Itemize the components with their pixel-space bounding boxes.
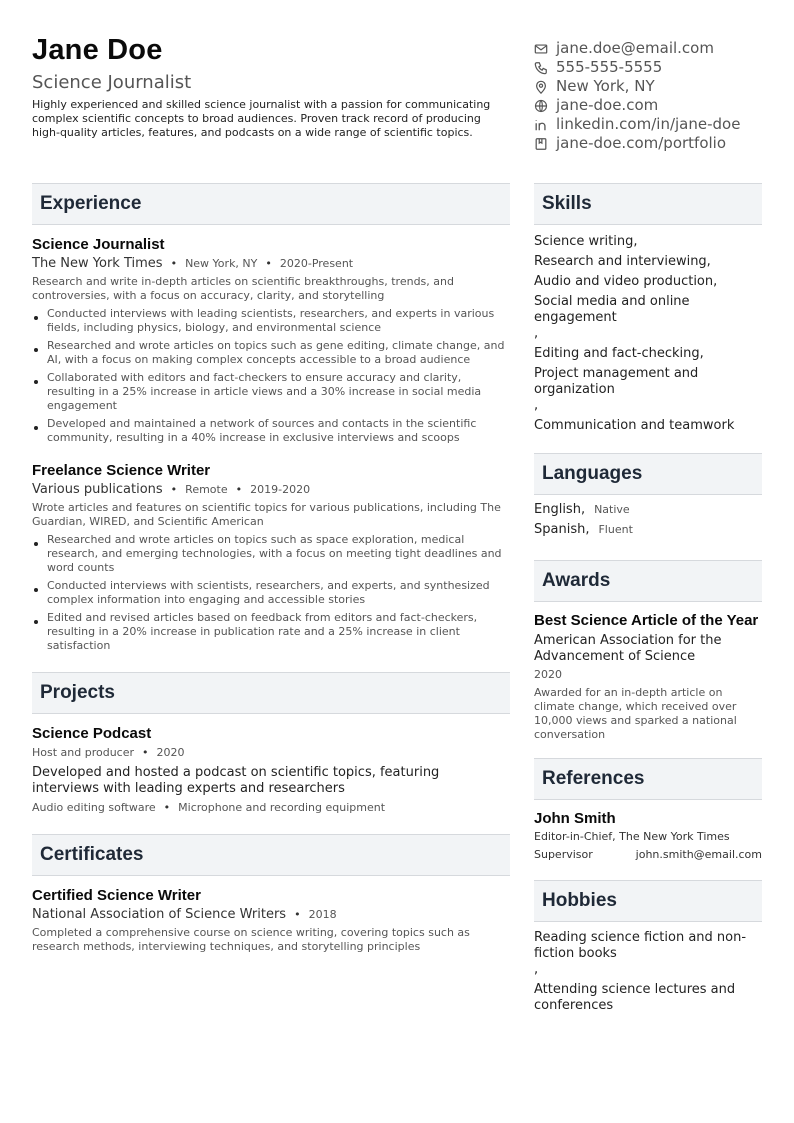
map-pin-icon — [534, 80, 548, 94]
email-icon — [534, 42, 548, 56]
job-dates: 2019-2020 — [250, 483, 311, 496]
certificates-section-header — [32, 834, 510, 876]
job-company: The New York Times — [32, 256, 163, 271]
job-location: Remote — [185, 483, 228, 496]
project-year: 2020 — [156, 746, 185, 759]
job-bullets — [32, 533, 510, 653]
hobbies-heading: Hobbies — [542, 890, 617, 911]
certificate-name: Certified Science Writer — [32, 887, 201, 904]
separator-dot: • — [163, 801, 171, 814]
job-bullet: Collaborated with editors and fact-checkers to ensure accuracy and clarity, resulting in a 25% increase in article views and a 30% increase in social media engagement — [32, 371, 510, 413]
linkedin-icon — [534, 118, 548, 132]
award-org: American Association for the Advancement of Science — [534, 633, 722, 664]
references-section-header — [534, 758, 762, 800]
hobby-separator: , — [534, 962, 539, 977]
candidate-title: Science Journalist — [32, 72, 192, 93]
project-name: Science Podcast — [32, 725, 152, 742]
job-role: Freelance Science Writer — [32, 462, 211, 479]
project-role: Host and producer — [32, 746, 135, 759]
globe-icon — [534, 99, 548, 113]
contact-location: New York, NY — [556, 77, 655, 95]
award-year: 2020 — [534, 668, 562, 681]
phone-icon — [534, 61, 548, 75]
projects-heading: Projects — [40, 682, 115, 703]
reference-position: Editor-in-Chief, The New York Times — [534, 830, 730, 843]
award-description: Awarded for an in-depth article on climate change, which received over 10,000 views and sparked a national conversation — [534, 686, 737, 741]
hobbies-list — [534, 930, 762, 1014]
job-bullet: Edited and revised articles based on feedback from editors and fact-checkers, resulting in a 20% increase in publication rate and a 25% increase in client satisfaction — [32, 611, 510, 653]
job-bullet: Researched and wrote articles on topics such as space exploration, medical research, and emerging technologies, with a focus on meeting tight deadlines and word counts — [32, 533, 510, 575]
contact-email-row[interactable] — [534, 39, 774, 58]
contact-email[interactable]: jane.doe@email.com — [556, 39, 714, 57]
awards-section-header — [534, 560, 762, 602]
experience-heading: Experience — [40, 193, 142, 214]
right-column — [534, 183, 762, 1014]
separator-dot: • — [170, 483, 178, 496]
skills-section-header — [534, 183, 762, 225]
portfolio-icon — [534, 137, 548, 151]
separator-dot: • — [235, 483, 243, 496]
reference-relation: Supervisor — [534, 848, 593, 861]
contact-portfolio-row[interactable] — [534, 134, 774, 153]
reference-contact-row — [534, 848, 762, 862]
language-item — [534, 522, 762, 542]
contact-location-row — [534, 77, 774, 96]
contact-website-row[interactable] — [534, 96, 774, 115]
contact-portfolio[interactable]: jane-doe.com/portfolio — [556, 134, 727, 152]
language-name: Spanish, — [534, 522, 590, 537]
reference-email[interactable]: john.smith@email.com — [635, 848, 762, 861]
skill-item: Project management and organization — [534, 366, 699, 397]
skill-item: Communication and teamwork — [534, 418, 735, 433]
contact-phone-row[interactable] — [534, 58, 774, 77]
job-bullets — [32, 307, 510, 445]
separator-dot: • — [294, 908, 301, 921]
skill-separator: , — [534, 398, 539, 413]
contact-linkedin[interactable]: linkedin.com/in/jane-doe — [556, 115, 741, 133]
language-level: Fluent — [598, 523, 633, 536]
awards-heading: Awards — [542, 570, 611, 591]
languages-list — [534, 502, 762, 542]
languages-heading: Languages — [542, 463, 643, 484]
certificates-heading: Certificates — [40, 844, 144, 865]
skill-item: Social media and online engagement — [534, 294, 690, 325]
job-dates: 2020-Present — [279, 257, 354, 270]
contact-linkedin-row[interactable] — [534, 115, 774, 134]
job-bullet: Developed and maintained a network of sources and contacts in the scientific community, resulting in a 40% increase in exclusive interviews and scoops — [32, 417, 510, 445]
separator-dot: • — [265, 257, 272, 270]
contact-info — [534, 39, 774, 153]
resume-header — [32, 34, 512, 140]
job-meta — [32, 257, 510, 271]
skills-heading: Skills — [542, 193, 592, 214]
job-bullet: Conducted interviews with scientists, researchers, and experts, and synthesized complex information into engaging and accessible stories — [32, 579, 510, 607]
job-description: Research and write in-depth articles on scientific breakthroughs, trends, and controversies, with a focus on accuracy, clarity, and storytelling — [32, 275, 454, 302]
left-column — [32, 183, 510, 954]
skill-item: Audio and video production, — [534, 274, 718, 289]
candidate-summary: Highly experienced and skilled science journalist with a passion for communicating complex scientific concepts to broad audiences. Proven track record of producing high-quality articles, features, and podcasts on a wide range of scientific topics. — [32, 98, 491, 139]
skill-item: Editing and fact-checking, — [534, 346, 704, 361]
project-meta — [32, 746, 510, 760]
certificate-issuer: National Association of Science Writers — [32, 907, 287, 922]
contact-phone[interactable]: 555-555-5555 — [556, 58, 663, 76]
experience-item — [32, 235, 510, 445]
hobbies-section-header — [534, 880, 762, 922]
skills-list — [534, 234, 762, 434]
job-location: New York, NY — [185, 257, 258, 270]
award-title: Best Science Article of the Year — [534, 612, 759, 629]
skill-item: Science writing, — [534, 234, 638, 249]
job-meta — [32, 483, 510, 497]
hobby-item: Reading science fiction and non-fiction books — [534, 930, 747, 961]
references-heading: References — [542, 768, 645, 789]
certificate-meta — [32, 908, 510, 922]
projects-section-header — [32, 672, 510, 714]
skill-separator: , — [534, 326, 539, 341]
reference-item — [534, 809, 762, 862]
project-description: Developed and hosted a podcast on scientific topics, featuring interviews with leading experts and researchers — [32, 765, 440, 796]
job-bullet: Conducted interviews with leading scientists, researchers, and experts in various fields, including physics, biology, and environmental science — [32, 307, 510, 335]
language-level: Native — [594, 503, 630, 516]
separator-dot: • — [142, 746, 149, 759]
job-role: Science Journalist — [32, 236, 165, 253]
job-company: Various publications — [32, 482, 163, 497]
project-tool: Microphone and recording equipment — [178, 801, 386, 814]
experience-item — [32, 461, 510, 653]
certificate-year: 2018 — [308, 908, 337, 921]
language-item — [534, 502, 762, 522]
job-bullet: Researched and wrote articles on topics such as gene editing, climate change, and AI, with a focus on making complex concepts accessible to a broad audience — [32, 339, 510, 367]
candidate-name: Jane Doe — [32, 34, 163, 66]
language-name: English, — [534, 502, 586, 517]
project-tool: Audio editing software — [32, 801, 156, 814]
languages-section-header — [534, 453, 762, 495]
job-description: Wrote articles and features on scientific topics for various publications, including The Guardian, WIRED, and Scientific American — [32, 501, 501, 528]
separator-dot: • — [170, 257, 178, 270]
hobby-item: Attending science lectures and conferences — [534, 982, 736, 1013]
experience-section-header — [32, 183, 510, 225]
contact-website[interactable]: jane-doe.com — [556, 96, 659, 114]
project-tools — [32, 801, 510, 815]
certificate-item — [32, 886, 510, 954]
project-item — [32, 724, 510, 815]
certificate-description: Completed a comprehensive course on science writing, covering topics such as research methods, interviewing techniques, and storytelling principles — [32, 926, 470, 953]
award-item — [534, 611, 762, 742]
reference-name: John Smith — [534, 810, 616, 827]
skill-item: Research and interviewing, — [534, 254, 711, 269]
